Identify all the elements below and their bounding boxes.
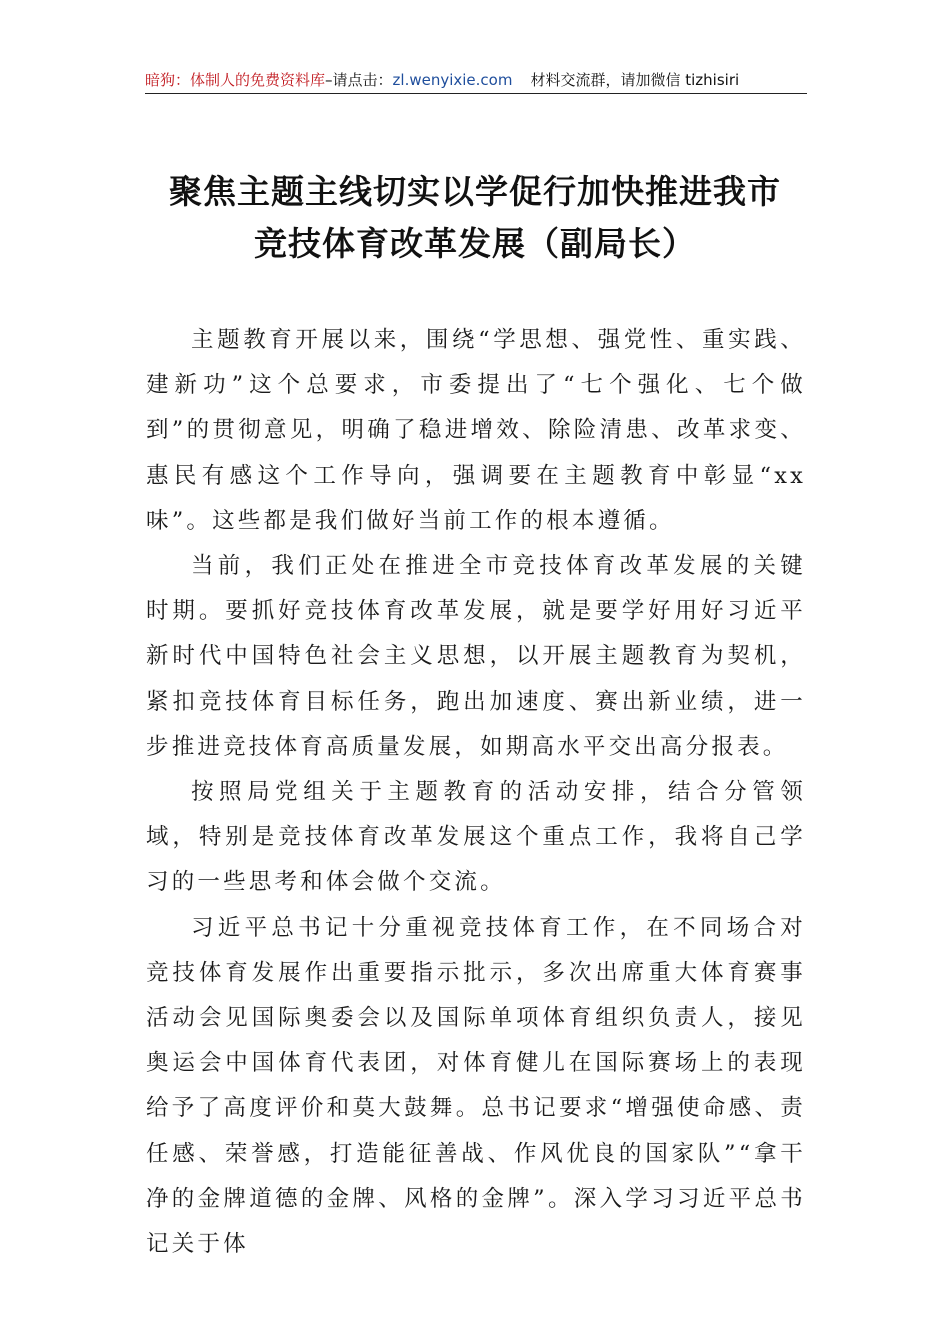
- header-brand: 暗狗：体制人的免费资料库: [145, 71, 326, 89]
- page-header: [145, 66, 807, 94]
- header-link[interactable]: zl.wenyixie.com: [392, 71, 513, 89]
- paragraph-1: 主题教育开展以来，围绕“学思想、强党性、重实践、建新功”这个总要求，市委提出了“七个强化、七个做到”的贯彻意见，明确了稳进增效、除险清患、改革求变、惠民有感这个工作导向，强调要在主题教育中彰显“xx味”。这些都是我们做好当前工作的根本遵循。: [146, 327, 806, 534]
- paragraph-3: 按照局党组关于主题教育的活动安排，结合分管领域，特别是竞技体育改革发展这个重点工作，我将自己学习的一些思考和体会做个交流。: [146, 779, 806, 896]
- title-line-2: 竞技体育改革发展（副局长）: [254, 224, 696, 263]
- document-body: [146, 318, 806, 1267]
- document-title: [0, 166, 950, 270]
- title-line-1: 聚焦主题主线切实以学促行加快推进我市: [169, 172, 781, 211]
- header-click-prefix: –请点击：: [325, 71, 393, 89]
- paragraph-4: 习近平总书记十分重视竞技体育工作，在不同场合对竞技体育发展作出重要指示批示，多次出席重大体育赛事活动会见国际奥委会以及国际单项体育组织负责人，接见奥运会中国体育代表团，对体育健儿在国际赛场上的表现给予了高度评价和莫大鼓舞。总书记要求“增强使命感、责任感、荣誉感，打造能征善战、作风优良的国家队”“拿干净的金牌道德的金牌、风格的金牌”。深入学习习近平总书记关于体: [146, 914, 806, 1258]
- paragraph-2: 当前，我们正处在推进全市竞技体育改革发展的关键时期。要抓好竞技体育改革发展，就是要学好用好习近平新时代中国特色社会主义思想，以开展主题教育为契机，紧扣竞技体育目标任务，跑出加速度、赛出新业绩，进一步推进竞技体育高质量发展，如期高水平交出高分报表。: [146, 553, 806, 760]
- header-wechat-note: 材料交流群，请加微信 tizhisiri: [530, 71, 740, 89]
